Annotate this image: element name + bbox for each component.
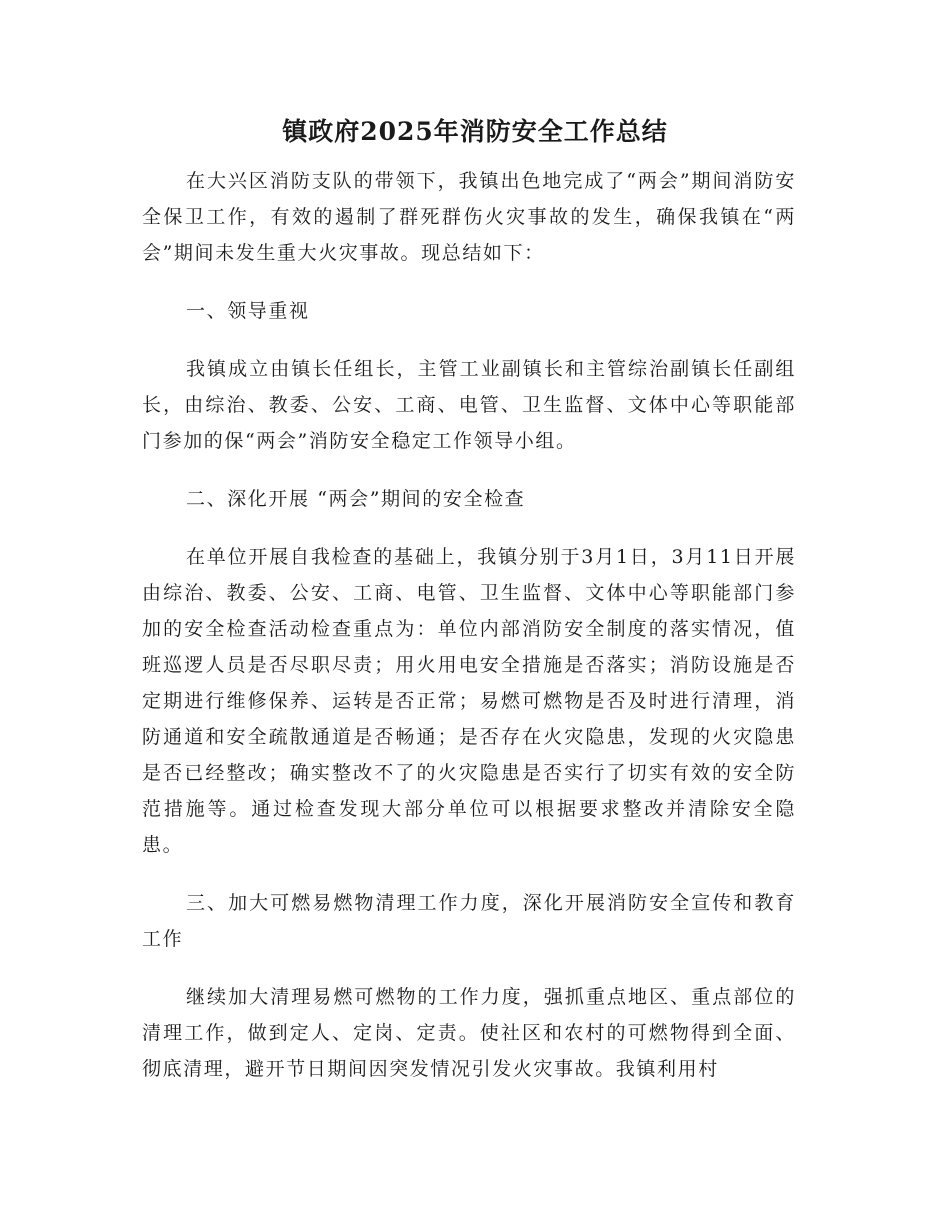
paragraph-spacer [142,863,796,885]
paragraph-spacer [142,957,796,979]
section-heading-2: 二、深化开展 “两会”期间的安全检查 [186,488,526,510]
intro-paragraph: 在大兴区消防支队的带领下，我镇出色地完成了“两会”期间消防安全保卫工作，有效的遏制了群死群伤火灾事故的发生，确保我镇在“两会”期间未发生重大火灾事故。现总结如下： [142,170,796,264]
section-heading-1: 一、领导重视 [186,300,310,322]
document-title: 镇政府2025年消防安全工作总结 [282,117,668,146]
section-2-paragraph: 在单位开展自我检查的基础上，我镇分别于3月1日，3月11日开展由综治、教委、公安、工商、电管、卫生监督、文体中心等职能部门参加的安全检查活动检查重点为：单位内部消防安全制度的落实情况，值班巡逻人员是否尽职尽责；用火用电安全措施是否落实；消防设施是否定期进行维修保养、运转是否正常；易燃可燃物是否及时进行清理，消防通道和安全疏散通道是否畅通；是否存在火灾隐患，发现的火灾隐患是否已经整改；确实整改不了的火灾隐患是否实行了切实有效的安全防范措施等。通过检查发现大部分单位可以根据要求整改并清除安全隐患。 [142,546,796,856]
document-body [142,163,796,1087]
section-heading-3: 三、加大可燃易燃物清理工作力度，深化开展消防安全宣传和教育工作 [142,892,796,950]
paragraph-spacer [142,517,796,539]
paragraph-spacer [142,271,796,293]
section-1-paragraph: 我镇成立由镇长任组长，主管工业副镇长和主管综治副镇长任副组长，由综治、教委、公安、工商、电管、卫生监督、文体中心等职能部门参加的保“两会”消防安全稳定工作领导小组。 [142,358,796,452]
paragraph-spacer [142,329,796,351]
section-3-paragraph: 继续加大清理易燃可燃物的工作力度，强抓重点地区、重点部位的清理工作，做到定人、定岗、定责。使社区和农村的可燃物得到全面、彻底清理，避开节日期间因突发情况引发火灾事故。我镇利用村 [142,986,796,1080]
paragraph-spacer [142,459,796,481]
